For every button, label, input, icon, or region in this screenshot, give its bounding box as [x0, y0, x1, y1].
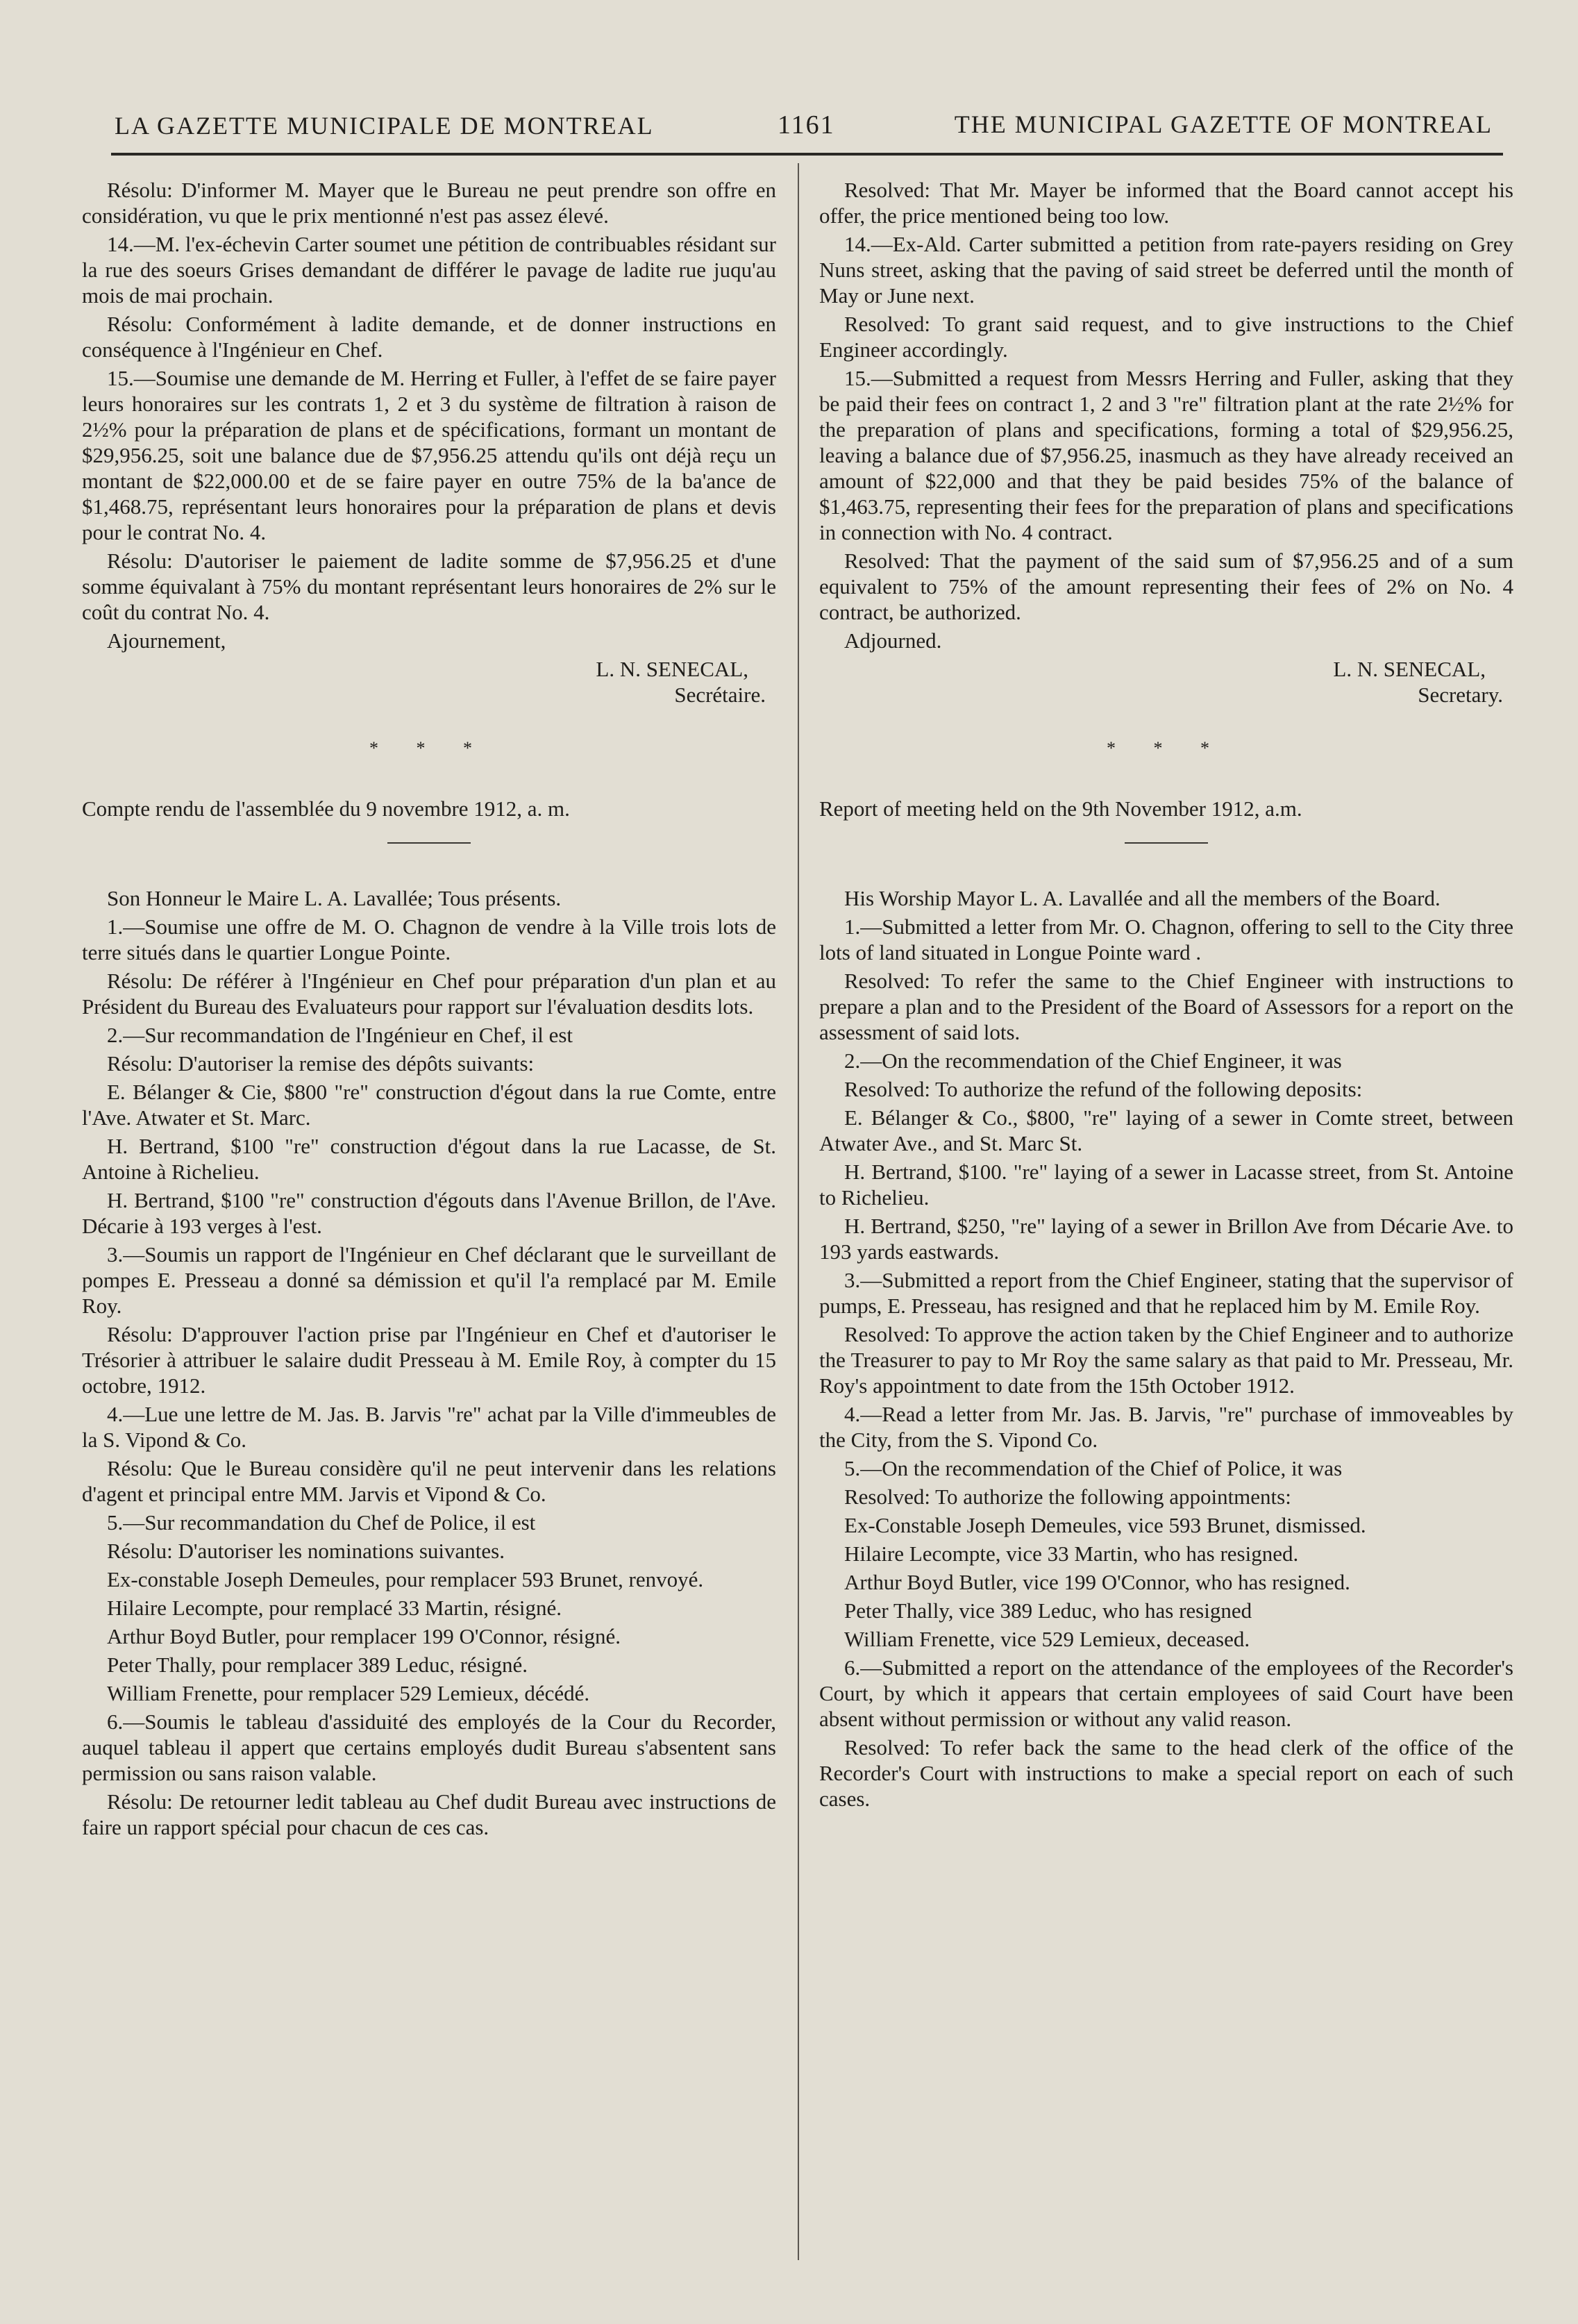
- paragraph: Résolu: D'autoriser la remise des dépôts suivants:: [107, 1051, 535, 1076]
- paragraph: William Frenette, pour remplacer 529 Lemieux, décédé.: [107, 1681, 590, 1705]
- paragraph: Résolu: D'autoriser les nominations suivantes.: [107, 1539, 505, 1563]
- paragraph: Ex-Constable Joseph Demeules, vice 593 Brunet, dismissed.: [844, 1513, 1366, 1537]
- paragraph: Arthur Boyd Butler, vice 199 O'Connor, who has resigned.: [844, 1570, 1350, 1594]
- paragraph: Resolved: That Mr. Mayer be informed that the Board cannot accept his offer, the price mentioned being too low.: [819, 178, 1513, 228]
- paragraph: 5.—On the recommendation of the Chief of Police, it was: [844, 1456, 1343, 1480]
- paragraph: 14.—Ex-Ald. Carter submitted a petition from rate-payers residing on Grey Nuns street, asking that the paving of said street be deferred until the month of May or June next.: [819, 232, 1513, 308]
- paragraph: Peter Thally, pour remplacer 389 Leduc, résigné.: [107, 1653, 528, 1677]
- paragraph: Résolu: D'autoriser le paiement de ladite somme de $7,956.25 et d'une somme équivalant à 75% du montant représentant leurs honoraires de 2% sur le coût du contrat No. 4.: [82, 549, 776, 624]
- paragraph: Resolved: To authorize the refund of the following deposits:: [844, 1077, 1363, 1101]
- short-rule: [1125, 842, 1208, 844]
- french-column: [82, 177, 776, 1843]
- report-title: Compte rendu de l'assemblée du 9 novembre 1912, a. m.: [82, 796, 570, 821]
- page-number: 1161: [778, 110, 835, 140]
- english-column: [819, 177, 1513, 1814]
- paragraph: Résolu: De référer à l'Ingénieur en Chef pour préparation d'un plan et au Président du Bureau des Evaluateurs pour rapport sur l'évaluation desdits lots.: [82, 969, 776, 1019]
- paragraph: H. Bertrand, $250, "re" laying of a sewer in Brillon Ave from Décarie Ave. to 193 yards eastwards.: [819, 1214, 1513, 1264]
- adjournment: Ajournement,: [107, 628, 226, 653]
- paragraph: Ex-constable Joseph Demeules, pour remplacer 593 Brunet, renvoyé.: [107, 1567, 704, 1591]
- paragraph: 15.—Soumise une demande de M. Herring et Fuller, à l'effet de se faire payer leurs honoraires sur les contrats 1, 2 et 3 du système de filtration à raison de 2½% pour la préparation de plans et de spécifications, formant un montant de $29,956.25, soit une balance due de $7,956.25 attendu qu'ils ont déjà reçu un montant de $22,000.00 et de se faire payer en outre 75% de la ba'ance de $1,468.75, représentant leurs honoraires pour la préparation de plans et devis pour le contrat No. 4.: [82, 366, 776, 544]
- paragraph: Resolved: To refer the same to the Chief Engineer with instructions to prepare a plan and to the President of the Board of Assessors for a report on the assessment of said lots.: [819, 969, 1513, 1044]
- section-separator-stars: * * *: [369, 738, 489, 758]
- signature-title: Secretary.: [1418, 683, 1503, 707]
- paragraph: 3.—Submitted a report from the Chief Engineer, stating that the supervisor of pumps, E. Presseau, has resigned and that he replaced him by M. Emile Roy.: [819, 1268, 1513, 1318]
- paragraph: 1.—Soumise une offre de M. O. Chagnon de vendre à la Ville trois lots de terre situés dans le quartier Longue Pointe.: [82, 914, 776, 964]
- paragraph: E. Bélanger & Co., $800, "re" laying of a sewer in Comte street, between Atwater Ave., and St. Marc St.: [819, 1105, 1513, 1155]
- paragraph: Resolved: To grant said request, and to give instructions to the Chief Engineer accordingly.: [819, 312, 1513, 362]
- signature-name: L. N. SENECAL,: [1333, 657, 1486, 681]
- paragraph: 3.—Soumis un rapport de l'Ingénieur en Chef déclarant que le surveillant de pompes E. Presseau a donné sa démission et qu'il l'a remplacé par M. Emile Roy.: [82, 1242, 776, 1318]
- section-separator-stars: * * *: [1107, 738, 1226, 758]
- paragraph: 15.—Submitted a request from Messrs Herring and Fuller, asking that they be paid their fees on contract 1, 2 and 3 "re" filtration plant at the rate 2½% for the preparation of plans and specifications, forming a total of $29,956.25, leaving a balance due of $7,956.25, inasmuch as they have already received an amount of $22,000 and that they be paid besides 75% of the balance of $1,463.75, representing their fees for the preparation of plans and specifications in connection with No. 4 contract.: [819, 366, 1513, 544]
- paragraph: Resolved: That the payment of the said sum of $7,956.25 and of a sum equivalent to 75% of the amount representing their fees of 2% on No. 4 contract, be authorized.: [819, 549, 1513, 624]
- paragraph: 1.—Submitted a letter from Mr. O. Chagnon, offering to sell to the City three lots of land situated in Longue Pointe ward .: [819, 914, 1513, 964]
- paragraph: Résolu: Conformément à ladite demande, et de donner instructions en conséquence à l'Ingénieur en Chef.: [82, 312, 776, 362]
- paragraph: 4.—Read a letter from Mr. Jas. B. Jarvis, "re" purchase of immoveables by the City, from the S. Vipond Co.: [819, 1402, 1513, 1452]
- paragraph: H. Bertrand, $100. "re" laying of a sewer in Lacasse street, from St. Antoine to Richelieu.: [819, 1160, 1513, 1210]
- paragraph: H. Bertrand, $100 "re" construction d'égouts dans l'Avenue Brillon, de l'Ave. Décarie à 193 verges à l'est.: [82, 1188, 776, 1238]
- paragraph: Resolved: To refer back the same to the head clerk of the office of the Recorder's Court with instructions to make a special report on each of such cases.: [819, 1735, 1513, 1811]
- header-rule: [111, 153, 1503, 156]
- paragraph: Résolu: D'informer M. Mayer que le Bureau ne peut prendre son offre en considération, vu que le prix mentionné n'est pas assez élevé.: [82, 178, 776, 228]
- page-header: [111, 104, 1500, 146]
- paragraph: H. Bertrand, $100 "re" construction d'égout dans la rue Lacasse, de St. Antoine à Richelieu.: [82, 1134, 776, 1184]
- paragraph: Son Honneur le Maire L. A. Lavallée; Tous présents.: [107, 886, 562, 910]
- paragraph: 5.—Sur recommandation du Chef de Police, il est: [107, 1510, 536, 1535]
- column-divider: [798, 163, 799, 2260]
- header-title-french: LA GAZETTE MUNICIPALE DE MONTREAL: [115, 112, 654, 140]
- signature-name: L. N. SENECAL,: [596, 657, 748, 681]
- paragraph: 4.—Lue une lettre de M. Jas. B. Jarvis "re" achat par la Ville d'immeubles de la S. Vipond & Co.: [82, 1402, 776, 1452]
- paragraph: Résolu: D'approuver l'action prise par l'Ingénieur en Chef et d'autoriser le Trésorier à attribuer le salaire dudit Presseau à M. Emile Roy, à compter du 15 octobre, 1912.: [82, 1322, 776, 1398]
- paragraph: 6.—Soumis le tableau d'assiduité des employés de la Cour du Recorder, auquel tableau il appert que certains employés dudit Bureau s'absentent sans permission ou sans raison valable.: [82, 1709, 776, 1785]
- paragraph: Résolu: Que le Bureau considère qu'il ne peut intervenir dans les relations d'agent et principal entre MM. Jarvis et Vipond & Co.: [82, 1456, 776, 1506]
- paragraph: Resolved: To approve the action taken by the Chief Engineer and to authorize the Treasurer to pay to Mr Roy the same salary as that paid to Mr. Presseau, Mr. Roy's appointment to date from the 15th October 1912.: [819, 1322, 1513, 1398]
- paragraph: Resolved: To authorize the following appointments:: [844, 1485, 1291, 1509]
- paragraph: 14.—M. l'ex-échevin Carter soumet une pétition de contribuables résidant sur la rue des soeurs Grises demandant de différer le pavage de ladite rue juqu'au mois de mai prochain.: [82, 232, 776, 308]
- short-rule: [387, 842, 471, 844]
- paragraph: William Frenette, vice 529 Lemieux, deceased.: [844, 1627, 1250, 1651]
- paragraph: E. Bélanger & Cie, $800 "re" construction d'égout dans la rue Comte, entre l'Ave. Atwater et St. Marc.: [82, 1080, 776, 1130]
- paragraph: 6.—Submitted a report on the attendance of the employees of the Recorder's Court, by which it appears that certain employees of said Court have been absent without permission or without any valid reason.: [819, 1655, 1513, 1731]
- paragraph: Arthur Boyd Butler, pour remplacer 199 O'Connor, résigné.: [107, 1624, 621, 1648]
- report-title: Report of meeting held on the 9th November 1912, a.m.: [819, 796, 1302, 821]
- header-title-english: THE MUNICIPAL GAZETTE OF MONTREAL: [954, 110, 1493, 138]
- paragraph: His Worship Mayor L. A. Lavallée and all the members of the Board.: [844, 886, 1441, 910]
- paragraph: 2.—Sur recommandation de l'Ingénieur en Chef, il est: [107, 1023, 573, 1047]
- paragraph: Hilaire Lecompte, vice 33 Martin, who has resigned.: [844, 1541, 1299, 1566]
- paragraph: Peter Thally, vice 389 Leduc, who has resigned: [844, 1598, 1252, 1623]
- paragraph: Résolu: De retourner ledit tableau au Chef dudit Bureau avec instructions de faire un rapport spécial pour chacun de ces cas.: [82, 1789, 776, 1839]
- signature-title: Secrétaire.: [674, 683, 766, 707]
- paragraph: 2.—On the recommendation of the Chief Engineer, it was: [844, 1048, 1342, 1073]
- adjournment: Adjourned.: [844, 628, 942, 653]
- paragraph: Hilaire Lecompte, pour remplacé 33 Martin, résigné.: [107, 1596, 562, 1620]
